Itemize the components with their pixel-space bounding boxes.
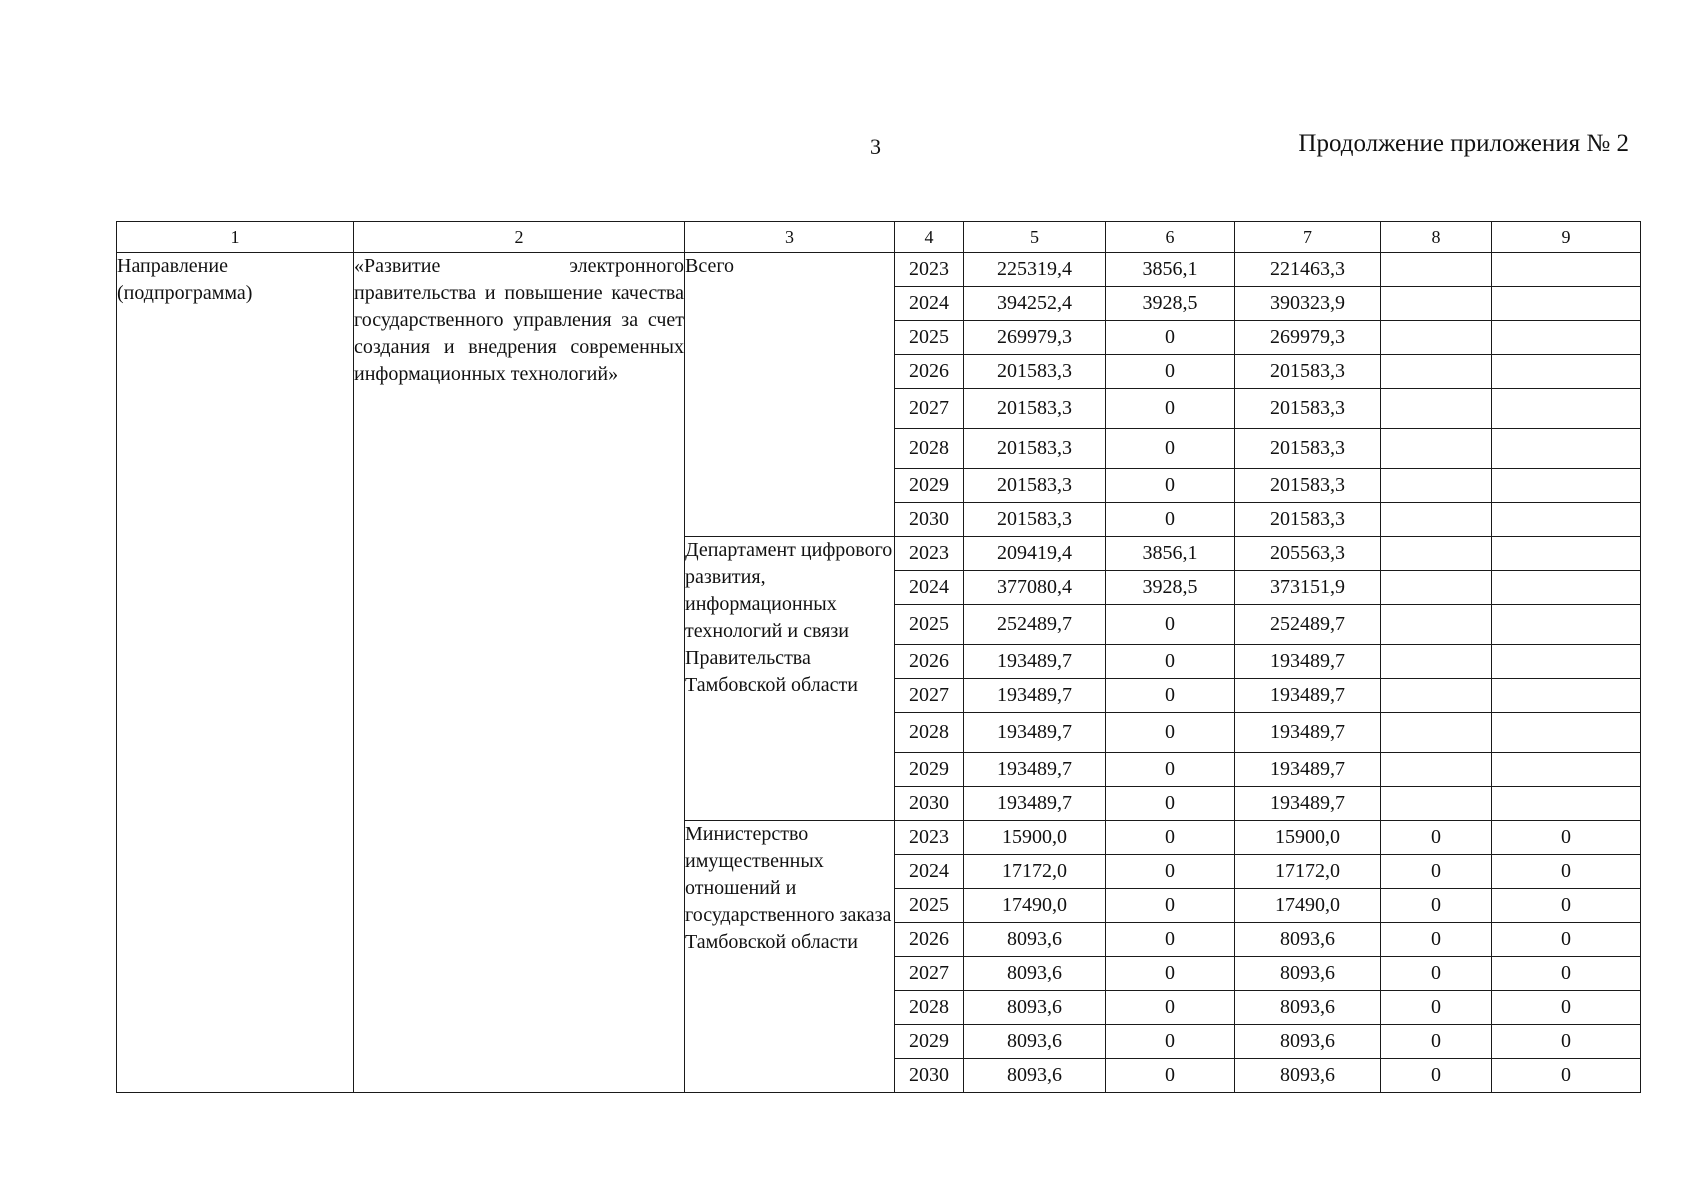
local-budget-cell: 0 xyxy=(1381,855,1492,889)
local-budget-cell xyxy=(1381,645,1492,679)
column-number-row xyxy=(117,222,1641,253)
year-cell: 2028 xyxy=(895,713,964,753)
column-header-3: 3 xyxy=(685,222,895,253)
local-budget-cell xyxy=(1381,321,1492,355)
federal-budget-cell: 0 xyxy=(1106,1025,1235,1059)
year-cell: 2024 xyxy=(895,287,964,321)
local-budget-cell xyxy=(1381,469,1492,503)
funding-table xyxy=(116,221,1641,1093)
year-cell: 2028 xyxy=(895,991,964,1025)
table-row xyxy=(117,253,1641,287)
year-cell: 2027 xyxy=(895,389,964,429)
total-cell: 17490,0 xyxy=(964,889,1106,923)
regional-budget-cell: 201583,3 xyxy=(1235,469,1381,503)
extrabudget-cell xyxy=(1492,571,1641,605)
regional-budget-cell: 8093,6 xyxy=(1235,1025,1381,1059)
column-header-2: 2 xyxy=(354,222,685,253)
year-cell: 2029 xyxy=(895,469,964,503)
executor-cell: Всего xyxy=(685,253,895,537)
extrabudget-cell xyxy=(1492,605,1641,645)
column-header-4: 4 xyxy=(895,222,964,253)
regional-budget-cell: 193489,7 xyxy=(1235,713,1381,753)
year-cell: 2027 xyxy=(895,679,964,713)
regional-budget-cell: 373151,9 xyxy=(1235,571,1381,605)
federal-budget-cell: 0 xyxy=(1106,855,1235,889)
local-budget-cell xyxy=(1381,605,1492,645)
regional-budget-cell: 269979,3 xyxy=(1235,321,1381,355)
federal-budget-cell: 0 xyxy=(1106,429,1235,469)
local-budget-cell: 0 xyxy=(1381,1025,1492,1059)
local-budget-cell xyxy=(1381,503,1492,537)
regional-budget-cell: 205563,3 xyxy=(1235,537,1381,571)
local-budget-cell xyxy=(1381,537,1492,571)
local-budget-cell xyxy=(1381,571,1492,605)
year-cell: 2024 xyxy=(895,571,964,605)
total-cell: 201583,3 xyxy=(964,503,1106,537)
regional-budget-cell: 193489,7 xyxy=(1235,787,1381,821)
federal-budget-cell: 3856,1 xyxy=(1106,537,1235,571)
total-cell: 252489,7 xyxy=(964,605,1106,645)
extrabudget-cell xyxy=(1492,389,1641,429)
total-cell: 377080,4 xyxy=(964,571,1106,605)
federal-budget-cell: 3928,5 xyxy=(1106,287,1235,321)
local-budget-cell xyxy=(1381,713,1492,753)
local-budget-cell xyxy=(1381,355,1492,389)
year-cell: 2026 xyxy=(895,645,964,679)
year-cell: 2028 xyxy=(895,429,964,469)
extrabudget-cell xyxy=(1492,287,1641,321)
regional-budget-cell: 221463,3 xyxy=(1235,253,1381,287)
total-cell: 15900,0 xyxy=(964,821,1106,855)
federal-budget-cell: 0 xyxy=(1106,821,1235,855)
local-budget-cell xyxy=(1381,787,1492,821)
regional-budget-cell: 17490,0 xyxy=(1235,889,1381,923)
extrabudget-cell xyxy=(1492,679,1641,713)
federal-budget-cell: 0 xyxy=(1106,1059,1235,1093)
federal-budget-cell: 0 xyxy=(1106,713,1235,753)
year-cell: 2023 xyxy=(895,537,964,571)
local-budget-cell xyxy=(1381,287,1492,321)
federal-budget-cell: 0 xyxy=(1106,321,1235,355)
total-cell: 225319,4 xyxy=(964,253,1106,287)
executor-cell: Министерство имущественных отношений и государственного заказа Тамбовской области xyxy=(685,821,895,1093)
year-cell: 2024 xyxy=(895,855,964,889)
total-cell: 394252,4 xyxy=(964,287,1106,321)
extrabudget-cell xyxy=(1492,355,1641,389)
regional-budget-cell: 252489,7 xyxy=(1235,605,1381,645)
local-budget-cell: 0 xyxy=(1381,1059,1492,1093)
extrabudget-cell: 0 xyxy=(1492,821,1641,855)
federal-budget-cell: 0 xyxy=(1106,389,1235,429)
subprogram-title-cell: «Развитие электронного правительства и повышение качества государственного управления за счет создания и внедрения современных информационных технологий» xyxy=(354,253,685,1093)
regional-budget-cell: 201583,3 xyxy=(1235,429,1381,469)
federal-budget-cell: 0 xyxy=(1106,753,1235,787)
column-header-8: 8 xyxy=(1381,222,1492,253)
federal-budget-cell: 0 xyxy=(1106,605,1235,645)
year-cell: 2025 xyxy=(895,321,964,355)
extrabudget-cell: 0 xyxy=(1492,991,1641,1025)
extrabudget-cell xyxy=(1492,469,1641,503)
total-cell: 201583,3 xyxy=(964,469,1106,503)
regional-budget-cell: 17172,0 xyxy=(1235,855,1381,889)
regional-budget-cell: 8093,6 xyxy=(1235,1059,1381,1093)
total-cell: 201583,3 xyxy=(964,355,1106,389)
year-cell: 2030 xyxy=(895,787,964,821)
regional-budget-cell: 193489,7 xyxy=(1235,679,1381,713)
federal-budget-cell: 0 xyxy=(1106,679,1235,713)
extrabudget-cell xyxy=(1492,253,1641,287)
column-header-6: 6 xyxy=(1106,222,1235,253)
extrabudget-cell xyxy=(1492,429,1641,469)
federal-budget-cell: 3856,1 xyxy=(1106,253,1235,287)
federal-budget-cell: 0 xyxy=(1106,355,1235,389)
total-cell: 193489,7 xyxy=(964,713,1106,753)
extrabudget-cell: 0 xyxy=(1492,957,1641,991)
year-cell: 2026 xyxy=(895,355,964,389)
total-cell: 8093,6 xyxy=(964,957,1106,991)
total-cell: 8093,6 xyxy=(964,923,1106,957)
appendix-title: Продолжение приложения № 2 xyxy=(1298,130,1629,157)
total-cell: 209419,4 xyxy=(964,537,1106,571)
total-cell: 269979,3 xyxy=(964,321,1106,355)
federal-budget-cell: 0 xyxy=(1106,957,1235,991)
regional-budget-cell: 201583,3 xyxy=(1235,389,1381,429)
total-cell: 193489,7 xyxy=(964,753,1106,787)
local-budget-cell xyxy=(1381,429,1492,469)
local-budget-cell xyxy=(1381,753,1492,787)
regional-budget-cell: 201583,3 xyxy=(1235,355,1381,389)
total-cell: 8093,6 xyxy=(964,1059,1106,1093)
local-budget-cell: 0 xyxy=(1381,923,1492,957)
extrabudget-cell: 0 xyxy=(1492,923,1641,957)
local-budget-cell xyxy=(1381,253,1492,287)
year-cell: 2025 xyxy=(895,605,964,645)
extrabudget-cell: 0 xyxy=(1492,855,1641,889)
extrabudget-cell: 0 xyxy=(1492,1025,1641,1059)
local-budget-cell xyxy=(1381,389,1492,429)
year-cell: 2026 xyxy=(895,923,964,957)
local-budget-cell xyxy=(1381,679,1492,713)
regional-budget-cell: 8093,6 xyxy=(1235,991,1381,1025)
regional-budget-cell: 201583,3 xyxy=(1235,503,1381,537)
year-cell: 2029 xyxy=(895,1025,964,1059)
regional-budget-cell: 15900,0 xyxy=(1235,821,1381,855)
extrabudget-cell: 0 xyxy=(1492,889,1641,923)
local-budget-cell: 0 xyxy=(1381,821,1492,855)
total-cell: 193489,7 xyxy=(964,645,1106,679)
total-cell: 17172,0 xyxy=(964,855,1106,889)
extrabudget-cell xyxy=(1492,787,1641,821)
total-cell: 193489,7 xyxy=(964,679,1106,713)
total-cell: 8093,6 xyxy=(964,991,1106,1025)
year-cell: 2025 xyxy=(895,889,964,923)
page-number: 3 xyxy=(870,134,881,159)
direction-cell: Направление (подпрограмма) xyxy=(117,253,354,1093)
year-cell: 2030 xyxy=(895,1059,964,1093)
federal-budget-cell: 0 xyxy=(1106,889,1235,923)
local-budget-cell: 0 xyxy=(1381,889,1492,923)
regional-budget-cell: 8093,6 xyxy=(1235,957,1381,991)
column-header-9: 9 xyxy=(1492,222,1641,253)
federal-budget-cell: 3928,5 xyxy=(1106,571,1235,605)
total-cell: 201583,3 xyxy=(964,429,1106,469)
column-header-1: 1 xyxy=(117,222,354,253)
year-cell: 2027 xyxy=(895,957,964,991)
federal-budget-cell: 0 xyxy=(1106,503,1235,537)
regional-budget-cell: 193489,7 xyxy=(1235,753,1381,787)
column-header-7: 7 xyxy=(1235,222,1381,253)
year-cell: 2023 xyxy=(895,253,964,287)
executor-cell: Департамент цифрового развития, информационных технологий и связи Правительства Тамбовской области xyxy=(685,537,895,821)
local-budget-cell: 0 xyxy=(1381,957,1492,991)
extrabudget-cell xyxy=(1492,503,1641,537)
extrabudget-cell xyxy=(1492,537,1641,571)
total-cell: 193489,7 xyxy=(964,787,1106,821)
federal-budget-cell: 0 xyxy=(1106,645,1235,679)
extrabudget-cell xyxy=(1492,753,1641,787)
total-cell: 201583,3 xyxy=(964,389,1106,429)
regional-budget-cell: 193489,7 xyxy=(1235,645,1381,679)
extrabudget-cell xyxy=(1492,321,1641,355)
year-cell: 2030 xyxy=(895,503,964,537)
regional-budget-cell: 390323,9 xyxy=(1235,287,1381,321)
extrabudget-cell: 0 xyxy=(1492,1059,1641,1093)
federal-budget-cell: 0 xyxy=(1106,469,1235,503)
total-cell: 8093,6 xyxy=(964,1025,1106,1059)
year-cell: 2023 xyxy=(895,821,964,855)
extrabudget-cell xyxy=(1492,713,1641,753)
federal-budget-cell: 0 xyxy=(1106,991,1235,1025)
extrabudget-cell xyxy=(1492,645,1641,679)
column-header-5: 5 xyxy=(964,222,1106,253)
local-budget-cell: 0 xyxy=(1381,991,1492,1025)
regional-budget-cell: 8093,6 xyxy=(1235,923,1381,957)
federal-budget-cell: 0 xyxy=(1106,787,1235,821)
year-cell: 2029 xyxy=(895,753,964,787)
table-body xyxy=(117,253,1641,1093)
federal-budget-cell: 0 xyxy=(1106,923,1235,957)
